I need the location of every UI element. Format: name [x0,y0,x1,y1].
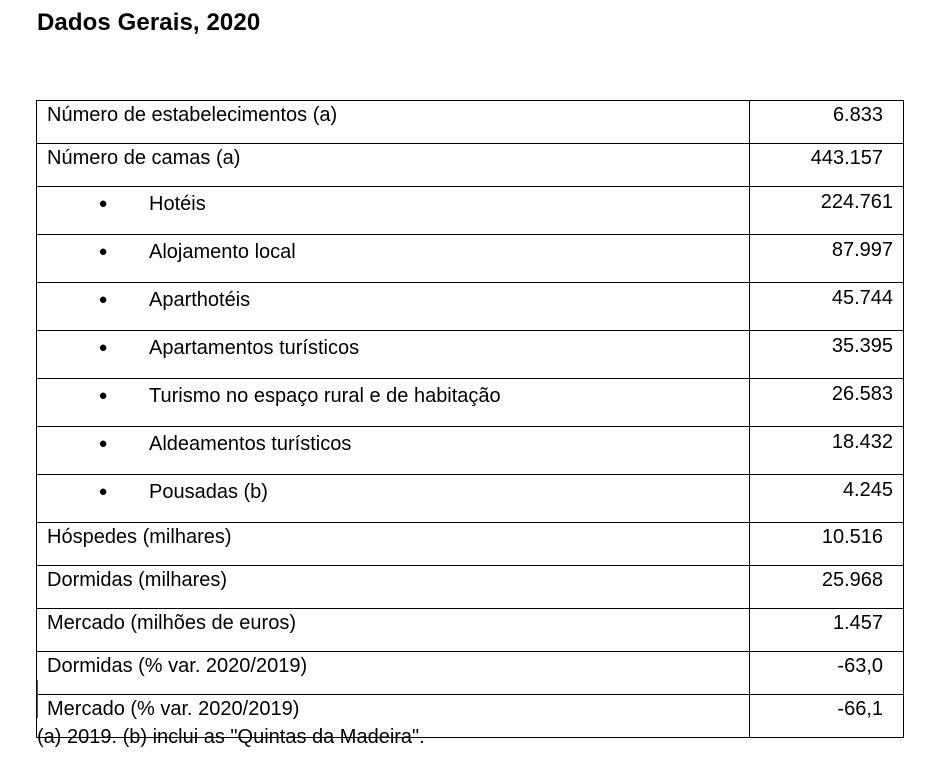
general-data-table [36,100,904,738]
table-row [37,427,904,475]
row-value: 35.395 [750,331,904,379]
table-row [37,566,904,609]
row-label: Aldeamentos turísticos [149,433,352,455]
row-value: 4.245 [750,475,904,523]
row-value: 10.516 [750,523,904,566]
row-label: Número de camas (a) [37,144,750,187]
row-label: Aparthotéis [149,289,251,311]
page-title: Dados Gerais, 2020 [37,9,261,36]
table-row [37,101,904,144]
row-value: -63,0 [750,652,904,695]
row-value: 224.761 [750,187,904,235]
bullet-icon: ● [98,483,108,500]
row-value: 87.997 [750,235,904,283]
table-row [37,652,904,695]
row-value: 6.833 [750,101,904,144]
table-row [37,144,904,187]
row-label: Mercado (milhões de euros) [37,609,750,652]
bullet-icon: ● [98,243,108,260]
table-row [37,609,904,652]
table-row [37,475,904,523]
row-label: Hotéis [149,193,206,215]
bullet-icon: ● [98,387,108,404]
footnote: (a) 2019. (b) inclui as "Quintas da Madeira". [37,726,425,748]
table-row [37,379,904,427]
row-label: Número de estabelecimentos (a) [37,101,750,144]
text-cursor-line [37,680,38,718]
row-label: Dormidas (% var. 2020/2019) [37,652,750,695]
bullet-icon: ● [98,195,108,212]
table-row [37,331,904,379]
row-value: 1.457 [750,609,904,652]
row-value: 18.432 [750,427,904,475]
row-value: 25.968 [750,566,904,609]
table-row [37,235,904,283]
table-row [37,187,904,235]
bullet-icon: ● [98,339,108,356]
table-row [37,523,904,566]
bullet-icon: ● [98,435,108,452]
row-label: Mercado (% var. 2020/2019) [37,695,750,738]
row-label: Turismo no espaço rural e de habitação [149,385,501,407]
bullet-icon: ● [98,291,108,308]
row-label: Alojamento local [149,241,296,263]
row-label: Pousadas (b) [149,481,268,503]
table-row [37,283,904,331]
row-label: Apartamentos turísticos [149,337,360,359]
row-label: Dormidas (milhares) [37,566,750,609]
row-value: -66,1 [750,695,904,738]
row-value: 26.583 [750,379,904,427]
row-value: 45.744 [750,283,904,331]
row-value: 443.157 [750,144,904,187]
row-label: Hóspedes (milhares) [37,523,750,566]
